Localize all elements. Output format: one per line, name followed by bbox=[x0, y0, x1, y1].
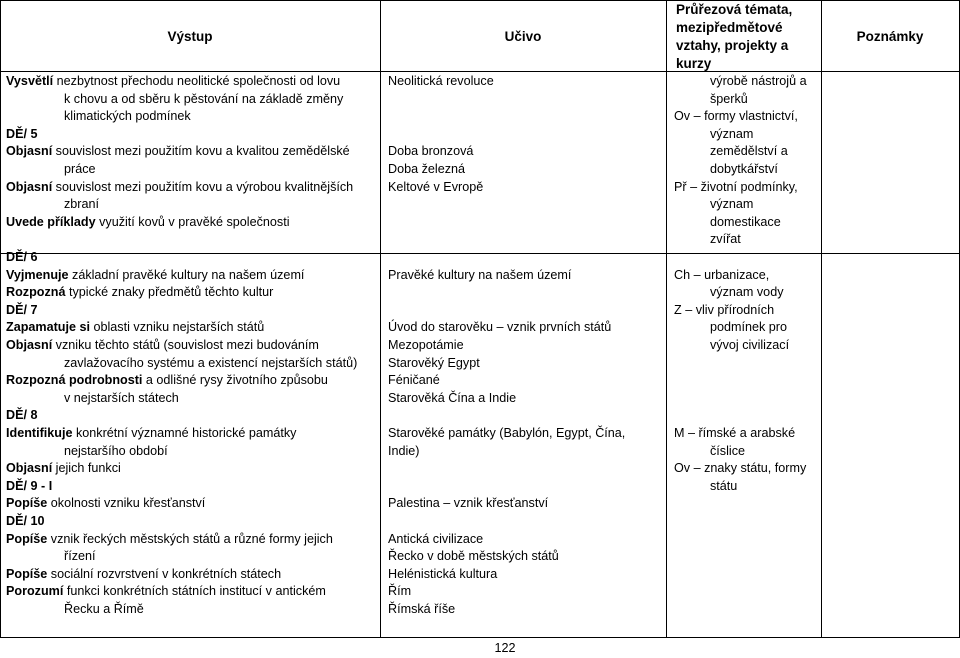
text-line bbox=[6, 126, 378, 144]
text-line bbox=[6, 143, 378, 161]
curriculum-item bbox=[388, 513, 664, 531]
line-text: Ov – znaky státu, formy bbox=[674, 461, 807, 476]
curriculum-item bbox=[388, 302, 664, 320]
header-notes: Poznámky bbox=[856, 29, 924, 44]
text-line bbox=[674, 196, 819, 214]
text-line bbox=[6, 267, 378, 285]
text-line bbox=[6, 407, 378, 425]
curriculum-item: Starověká Čína a Indie bbox=[388, 390, 517, 405]
keyword: Rozpozná podrobnosti bbox=[6, 373, 143, 388]
text-line bbox=[6, 443, 378, 461]
line-text: M – římské a arabské bbox=[674, 425, 796, 440]
keyword: Porozumí bbox=[6, 584, 64, 599]
text-line bbox=[674, 355, 819, 373]
text-line bbox=[6, 460, 378, 478]
line-text: podmínek pro bbox=[710, 320, 788, 335]
keyword: Vysvětlí bbox=[6, 74, 54, 88]
line-text: výrobě nástrojů a bbox=[710, 74, 807, 88]
line-text: nejstaršího období bbox=[64, 443, 168, 458]
keyword: Popíše bbox=[6, 496, 48, 511]
curriculum-item: Féničané bbox=[388, 373, 440, 388]
text-line bbox=[6, 390, 378, 408]
line-text: využití kovů v pravěké společnosti bbox=[95, 214, 290, 229]
column-divider bbox=[821, 0, 822, 637]
line-text: Ov – formy vlastnictví, bbox=[674, 109, 798, 124]
text-line bbox=[674, 284, 819, 302]
text-line bbox=[674, 267, 819, 285]
text-line bbox=[674, 425, 819, 443]
text-line bbox=[674, 478, 819, 496]
text-line bbox=[674, 161, 819, 179]
row2-curriculum bbox=[388, 249, 664, 618]
row1-outcomes bbox=[6, 73, 378, 231]
text-line bbox=[6, 531, 378, 549]
row2-outcomes bbox=[6, 249, 378, 618]
text-line bbox=[674, 443, 819, 461]
keyword: DĚ/ 8 bbox=[6, 408, 38, 423]
curriculum-item bbox=[388, 460, 664, 478]
text-line bbox=[674, 407, 819, 425]
text-line bbox=[6, 284, 378, 302]
curriculum-item: Řecko v době městských států bbox=[388, 549, 559, 564]
text-line bbox=[674, 302, 819, 320]
text-line bbox=[6, 337, 378, 355]
curriculum-item: Starověký Egypt bbox=[388, 355, 480, 370]
line-text: nezbytnost přechodu neolitické společnosti od lovu bbox=[53, 74, 341, 88]
line-text: k chovu a od sběru k pěstování na základě změny bbox=[64, 91, 344, 106]
text-line bbox=[6, 214, 378, 232]
keyword: DĚ/ 5 bbox=[6, 126, 38, 141]
text-line bbox=[6, 108, 378, 126]
curriculum-item: Úvod do starověku – vznik prvních států bbox=[388, 320, 612, 335]
table-border-top bbox=[0, 0, 960, 1]
line-text: zvířat bbox=[710, 232, 741, 247]
header-cross-curricular: Průřezová témata, mezipředmětové vztahy, projekty a kurzy bbox=[676, 2, 793, 71]
line-text: Řecku a Římě bbox=[64, 601, 144, 616]
line-text: oblasti vzniku nejstarších států bbox=[90, 320, 265, 335]
curriculum-item: Starověké památky (Babylón, Egypt, Čína, bbox=[388, 425, 626, 440]
text-line bbox=[674, 372, 819, 390]
curriculum-item: Pravěké kultury na našem území bbox=[388, 267, 572, 282]
keyword: DĚ/ 10 bbox=[6, 513, 45, 528]
line-text: souvislost mezi použitím kovu a výrobou kvalitnějších bbox=[52, 179, 354, 194]
curriculum-item: Antická civilizace bbox=[388, 531, 484, 546]
text-line bbox=[6, 601, 378, 619]
row2-cross-curricular bbox=[674, 249, 819, 495]
curriculum-item: Indie) bbox=[388, 443, 420, 458]
line-text: význam bbox=[710, 197, 754, 212]
text-line bbox=[6, 179, 378, 197]
curriculum-item bbox=[388, 108, 664, 126]
text-line bbox=[674, 337, 819, 355]
text-line bbox=[6, 513, 378, 531]
line-text: základní pravěké kultury na našem území bbox=[68, 267, 305, 282]
text-line bbox=[6, 548, 378, 566]
keyword: Rozpozná bbox=[6, 285, 66, 300]
curriculum-item bbox=[388, 249, 664, 267]
line-text: vývoj civilizací bbox=[710, 337, 790, 352]
column-divider bbox=[380, 0, 381, 637]
line-text: Z – vliv přírodních bbox=[674, 302, 775, 317]
curriculum-item bbox=[388, 478, 664, 496]
text-line bbox=[674, 460, 819, 478]
keyword: Vyjmenuje bbox=[6, 267, 69, 282]
text-line bbox=[674, 179, 819, 197]
text-line bbox=[6, 91, 378, 109]
curriculum-item bbox=[388, 91, 664, 109]
line-text: vznik řeckých městských států a různé formy jejich bbox=[47, 531, 333, 546]
keyword: Popíše bbox=[6, 531, 48, 546]
curriculum-item: Římská říše bbox=[388, 601, 456, 616]
text-line bbox=[6, 478, 378, 496]
line-text: Ch – urbanizace, bbox=[674, 267, 770, 282]
header-divider bbox=[0, 71, 960, 72]
column-divider bbox=[666, 0, 667, 637]
text-line bbox=[674, 91, 819, 109]
header-outcomes: Výstup bbox=[167, 29, 213, 44]
keyword: Objasní bbox=[6, 144, 53, 159]
curriculum-item bbox=[388, 407, 664, 425]
text-line bbox=[6, 372, 378, 390]
line-text: řízení bbox=[64, 549, 96, 564]
curriculum-item bbox=[388, 126, 664, 144]
line-text: okolnosti vzniku křesťanství bbox=[47, 496, 206, 511]
text-line bbox=[6, 196, 378, 214]
line-text: klimatických podmínek bbox=[64, 109, 191, 124]
line-text: vzniku těchto států (souvislost mezi budováním bbox=[52, 337, 319, 352]
curriculum-item: Neolitická revoluce bbox=[388, 74, 494, 88]
line-text: konkrétní významné historické památky bbox=[72, 425, 297, 440]
curriculum-item: Doba bronzová bbox=[388, 144, 474, 159]
text-line bbox=[6, 425, 378, 443]
text-line bbox=[674, 249, 819, 267]
page-number: 122 bbox=[494, 641, 516, 655]
text-line bbox=[6, 73, 378, 91]
keyword: Zapamatuje si bbox=[6, 320, 90, 335]
keyword: Objasní bbox=[6, 179, 53, 194]
row1-curriculum bbox=[388, 73, 664, 196]
line-text: domestikace bbox=[710, 214, 781, 229]
text-line bbox=[674, 390, 819, 408]
text-line bbox=[6, 566, 378, 584]
text-line bbox=[6, 319, 378, 337]
line-text: sociální rozvrstvení v konkrétních státech bbox=[47, 566, 282, 581]
text-line bbox=[674, 231, 819, 249]
line-text: státu bbox=[710, 478, 738, 493]
line-text: typické znaky předmětů těchto kultur bbox=[65, 285, 274, 300]
line-text: jejich funkci bbox=[52, 461, 121, 476]
line-text: v nejstarších státech bbox=[64, 390, 179, 405]
keyword: Objasní bbox=[6, 337, 53, 352]
curriculum-item: Palestina – vznik křesťanství bbox=[388, 496, 549, 511]
curriculum-item: Keltové v Evropě bbox=[388, 179, 484, 194]
header-curriculum: Učivo bbox=[504, 29, 542, 44]
line-text: význam vody bbox=[710, 285, 784, 300]
text-line bbox=[674, 73, 819, 91]
keyword: Uvede příklady bbox=[6, 214, 96, 229]
line-text: zemědělství a bbox=[710, 144, 788, 159]
keyword: Popíše bbox=[6, 566, 48, 581]
line-text: práce bbox=[64, 161, 96, 176]
line-text: funkci konkrétních státních institucí v antickém bbox=[63, 584, 326, 599]
line-text: význam bbox=[710, 126, 754, 141]
keyword: DĚ/ 9 - I bbox=[6, 478, 53, 493]
line-text: číslice bbox=[710, 443, 745, 458]
row1-cross-curricular bbox=[674, 73, 819, 249]
table-border-bottom bbox=[0, 637, 960, 638]
text-line bbox=[674, 319, 819, 337]
text-line bbox=[674, 143, 819, 161]
text-line bbox=[674, 126, 819, 144]
curriculum-item: Mezopotámie bbox=[388, 337, 464, 352]
text-line bbox=[674, 214, 819, 232]
text-line bbox=[6, 495, 378, 513]
keyword: Identifikuje bbox=[6, 425, 73, 440]
curriculum-item: Doba železná bbox=[388, 161, 466, 176]
text-line bbox=[6, 355, 378, 373]
line-text: dobytkářství bbox=[710, 161, 778, 176]
line-text: zbraní bbox=[64, 197, 100, 212]
curriculum-item: Helénistická kultura bbox=[388, 566, 498, 581]
curriculum-item: Řím bbox=[388, 584, 412, 599]
line-text: šperků bbox=[710, 91, 748, 106]
line-text: zavlažovacího systému a existencí nejstarších států) bbox=[64, 355, 358, 370]
keyword: Objasní bbox=[6, 461, 53, 476]
text-line bbox=[6, 302, 378, 320]
text-line bbox=[6, 583, 378, 601]
line-text: souvislost mezi použitím kovu a kvalitou zemědělské bbox=[52, 144, 350, 159]
curriculum-item bbox=[388, 284, 664, 302]
line-text: Př – životní podmínky, bbox=[674, 179, 798, 194]
keyword: DĚ/ 6 bbox=[6, 250, 38, 264]
text-line bbox=[6, 161, 378, 179]
keyword: DĚ/ 7 bbox=[6, 302, 38, 317]
line-text: a odlišné rysy životního způsobu bbox=[142, 373, 328, 388]
text-line bbox=[6, 249, 378, 267]
text-line bbox=[674, 108, 819, 126]
table-border-left bbox=[0, 0, 1, 637]
